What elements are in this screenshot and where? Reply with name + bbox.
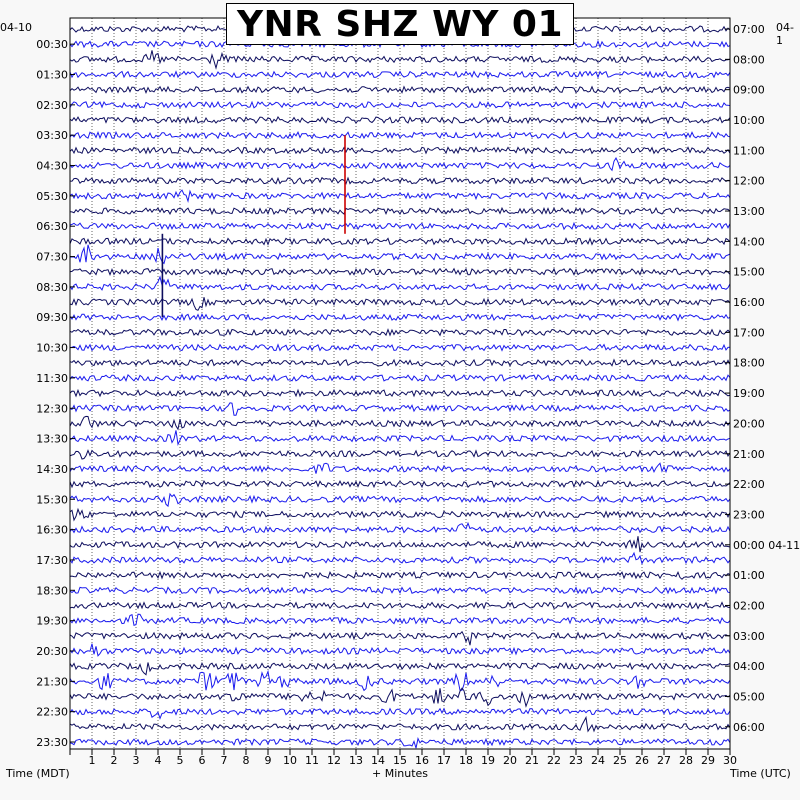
x-tick-label: 15 bbox=[393, 754, 407, 767]
left-time-ticks bbox=[36, 38, 75, 749]
right-time-label: 16:00 bbox=[733, 296, 765, 310]
x-tick-label: 5 bbox=[176, 754, 184, 767]
left-time-label: 03:30 bbox=[36, 129, 68, 143]
left-time-label: 01:30 bbox=[36, 68, 68, 82]
right-time-label: 21:00 bbox=[733, 447, 765, 461]
right-time-label: 08:00 bbox=[733, 53, 765, 67]
left-time-label: 21:30 bbox=[36, 675, 68, 689]
right-time-label: 07:00 bbox=[733, 23, 765, 36]
right-time-label: 06:00 bbox=[733, 720, 765, 734]
x-tick-label: 24 bbox=[591, 754, 605, 767]
x-tick-label: 1 bbox=[88, 754, 96, 767]
right-time-ticks bbox=[725, 23, 800, 734]
left-time-label: 18:30 bbox=[36, 584, 68, 598]
x-tick-label: 10 bbox=[283, 754, 297, 767]
left-time-label: 00:30 bbox=[36, 38, 68, 52]
station-title: YNR SHZ WY 01 bbox=[226, 3, 574, 45]
left-time-label: 15:30 bbox=[36, 493, 68, 507]
left-time-label: 11:30 bbox=[36, 371, 68, 385]
left-time-label: 16:30 bbox=[36, 523, 68, 537]
x-tick-label: 23 bbox=[569, 754, 583, 767]
left-date-label: 04-10 bbox=[0, 21, 32, 34]
left-time-label: 23:30 bbox=[36, 735, 68, 749]
x-tick-label: 25 bbox=[613, 754, 627, 767]
x-axis-ticks bbox=[70, 749, 737, 767]
right-time-label: 13:00 bbox=[733, 205, 765, 219]
right-time-label: 00:00 04-11 bbox=[733, 538, 800, 552]
right-time-label: 15:00 bbox=[733, 265, 765, 279]
x-tick-label: 17 bbox=[437, 754, 451, 767]
right-time-label: 20:00 bbox=[733, 417, 765, 431]
x-tick-label: 3 bbox=[132, 754, 140, 767]
left-time-label: 04:30 bbox=[36, 159, 68, 173]
right-time-label: 02:00 bbox=[733, 599, 765, 613]
left-time-label: 10:30 bbox=[36, 341, 68, 355]
left-time-label: 08:30 bbox=[36, 280, 68, 294]
right-time-label: 22:00 bbox=[733, 478, 765, 492]
left-time-label: 12:30 bbox=[36, 402, 68, 416]
right-time-label: 03:00 bbox=[733, 629, 765, 643]
right-time-label: 10:00 bbox=[733, 114, 765, 128]
right-time-label: 05:00 bbox=[733, 690, 765, 704]
x-tick-label: 7 bbox=[220, 754, 228, 767]
right-time-label: 17:00 bbox=[733, 326, 765, 340]
right-time-label: 12:00 bbox=[733, 174, 765, 188]
left-time-label: 13:30 bbox=[36, 432, 68, 446]
right-time-label: 01:00 bbox=[733, 569, 765, 583]
left-time-label: 19:30 bbox=[36, 614, 68, 628]
x-tick-label: 16 bbox=[415, 754, 429, 767]
x-tick-label: 11 bbox=[305, 754, 319, 767]
right-time-label: 11:00 bbox=[733, 144, 765, 158]
x-axis-label: + Minutes bbox=[372, 767, 429, 780]
left-time-label: 20:30 bbox=[36, 644, 68, 658]
left-time-label: 07:30 bbox=[36, 250, 68, 264]
right-axis-label: Time (UTC) bbox=[730, 767, 791, 780]
right-time-label: 14:00 bbox=[733, 235, 765, 249]
left-time-label: 22:30 bbox=[36, 705, 68, 719]
x-tick-label: 4 bbox=[154, 754, 162, 767]
right-date-label: 04-1 bbox=[776, 21, 794, 47]
x-tick-label: 19 bbox=[481, 754, 495, 767]
x-tick-label: 27 bbox=[657, 754, 671, 767]
left-time-label: 09:30 bbox=[36, 311, 68, 325]
x-tick-label: 20 bbox=[503, 754, 517, 767]
x-tick-label: 30 bbox=[723, 754, 737, 767]
x-tick-label: 26 bbox=[635, 754, 649, 767]
left-time-label: 05:30 bbox=[36, 189, 68, 203]
x-tick-label: 14 bbox=[371, 754, 385, 767]
left-axis-label: Time (MDT) bbox=[6, 767, 70, 780]
left-time-label: 14:30 bbox=[36, 462, 68, 476]
x-tick-label: 21 bbox=[525, 754, 539, 767]
right-time-label: 09:00 bbox=[733, 83, 765, 97]
x-tick-label: 6 bbox=[198, 754, 206, 767]
left-time-label: 17:30 bbox=[36, 553, 68, 567]
left-time-label: 02:30 bbox=[36, 98, 68, 112]
right-time-label: 18:00 bbox=[733, 356, 765, 370]
x-tick-label: 8 bbox=[242, 754, 250, 767]
left-time-label: 06:30 bbox=[36, 220, 68, 234]
right-time-label: 23:00 bbox=[733, 508, 765, 522]
x-tick-label: 12 bbox=[327, 754, 341, 767]
x-tick-label: 29 bbox=[701, 754, 715, 767]
right-time-label: 19:00 bbox=[733, 387, 765, 401]
x-tick-label: 13 bbox=[349, 754, 363, 767]
x-tick-label: 22 bbox=[547, 754, 561, 767]
x-tick-label: 9 bbox=[264, 754, 272, 767]
right-time-label: 04:00 bbox=[733, 660, 765, 674]
x-tick-label: 18 bbox=[459, 754, 473, 767]
x-tick-label: 2 bbox=[110, 754, 118, 767]
x-tick-label: 28 bbox=[679, 754, 693, 767]
